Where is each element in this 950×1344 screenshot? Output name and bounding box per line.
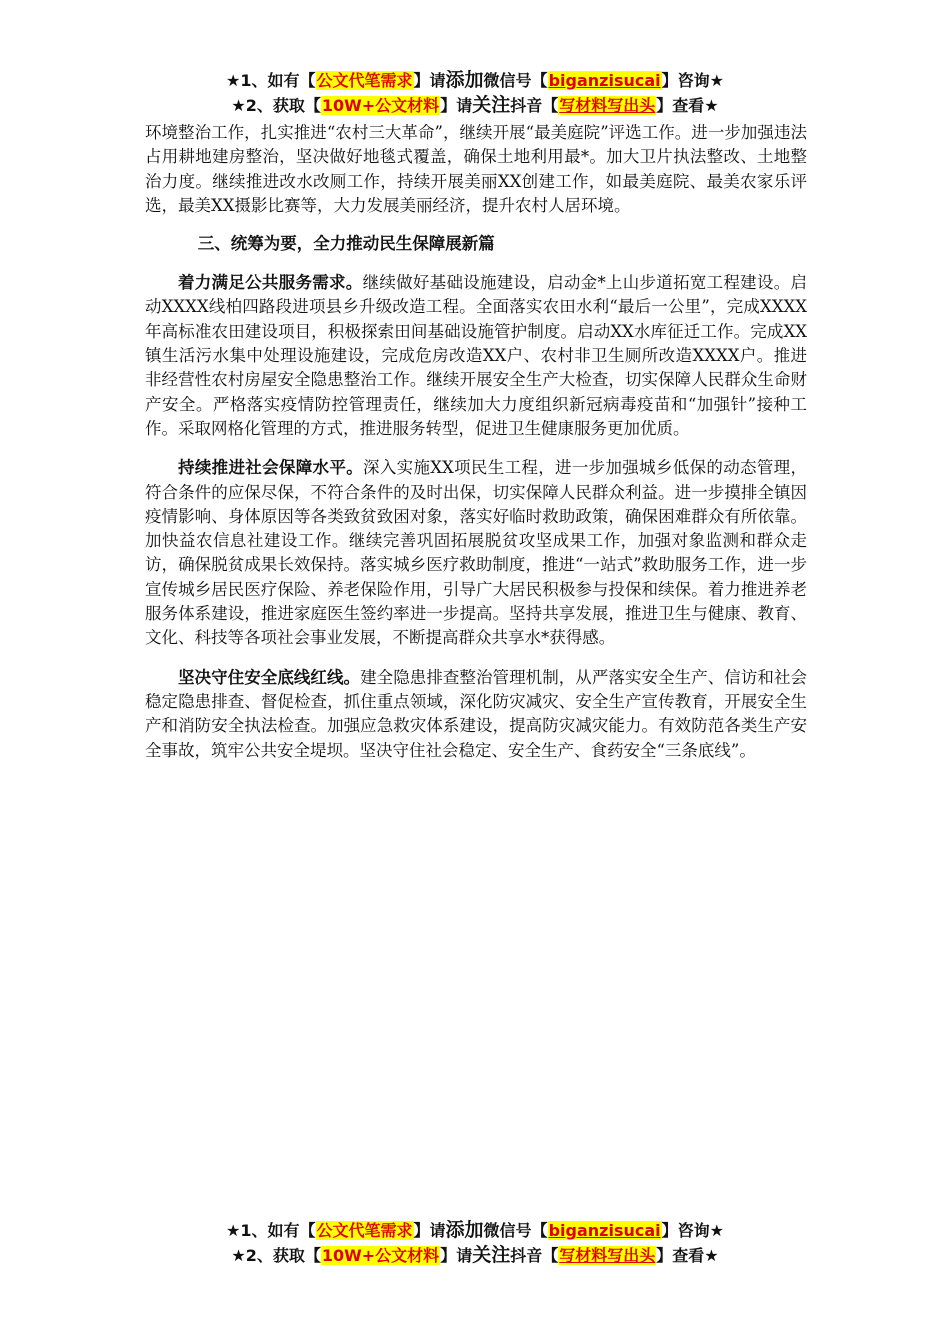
banner-text: 微信号【 — [483, 71, 548, 90]
paragraph-lead: 坚决守住安全底线红线。 — [178, 667, 361, 687]
banner-text: 】咨询★ — [661, 71, 724, 90]
section-heading-3: 三、统筹为要，全力推动民生保障展新篇 — [197, 234, 495, 254]
banner-line-2 — [0, 93, 950, 118]
paragraph-lead: 持续推进社会保障水平。 — [178, 458, 364, 478]
banner-text: ★1、如有【 — [226, 71, 316, 90]
douyin-account-link[interactable]: 写材料写出头 — [559, 1246, 656, 1265]
paragraph-safety — [145, 666, 807, 763]
wechat-id-link[interactable]: biganzisucai — [548, 1221, 661, 1240]
writing-service-highlight: 公文代笔需求 — [316, 71, 413, 90]
banner-text: 】查看★ — [656, 1246, 719, 1265]
header-banner — [0, 68, 950, 118]
banner-text: 抖音【 — [510, 96, 559, 115]
banner-text: 】请 — [413, 71, 446, 90]
banner-text: 抖音【 — [510, 1246, 559, 1265]
footer-banner — [0, 1218, 950, 1268]
paragraph-social-security — [145, 456, 807, 650]
writing-service-highlight: 公文代笔需求 — [316, 1221, 413, 1240]
banner-text: 】查看★ — [656, 96, 719, 115]
banner-text: 添加 — [445, 1219, 484, 1241]
materials-highlight: 10W+公文材料 — [321, 96, 440, 115]
banner-text: 关注 — [472, 94, 511, 116]
banner-text: 】咨询★ — [661, 1221, 724, 1240]
banner-text: ★1、如有【 — [226, 1221, 316, 1240]
banner-text: ★2、获取【 — [231, 96, 321, 115]
banner-line-2 — [0, 1243, 950, 1268]
banner-line-1 — [0, 68, 950, 93]
paragraph-text: 继续做好基础设施建设，启动金*上山步道拓宽工程建设。启动XXXX线柏四路段进项县乡升级改造工程。全面落实农田水利“最后一公里”，完成XXXX年高标准农田建设项目，积极探索田间基础设施管护制度。启动XX水库征迁工作。完成XX镇生活污水集中处理设施建设，完成危房改造XX户、农村非卫生厕所改造XXXX户。推进非经营性农村房屋安全隐患整治工作。继续开展安全生产大检查，切实保障人民群众生命财产安全。严格落实疫情防控管理责任，继续加大力度组织新冠病毒疫苗和“加强针”接种工作。采取网格化管理的方式，推进服务转型，促进卫生健康服务更加优质。 — [145, 273, 808, 438]
banner-text: 添加 — [445, 69, 484, 91]
banner-text: 】请 — [440, 96, 473, 115]
douyin-account-link[interactable]: 写材料写出头 — [559, 96, 656, 115]
paragraph-public-service — [145, 271, 807, 441]
paragraph-text: 建全隐患排查整治管理机制，从严落实安全生产、信访和社会稳定隐患排查、督促检查，抓住重点领域，深化防灾减灾、安全生产宣传教育，开展安全生产和消防安全执法检查。加强应急救灾体系建设，提高防灾减灾能力。有效防范各类生产安全事故，筑牢公共安全堤坝。坚决守住社会稳定、安全生产、食药安全“三条底线”。 — [145, 667, 808, 760]
banner-text: 关注 — [472, 1244, 511, 1266]
paragraph-lead: 着力满足公共服务需求。 — [178, 273, 363, 293]
wechat-id-link[interactable]: biganzisucai — [548, 71, 661, 90]
document-body — [145, 121, 807, 763]
paragraph-text: 深入实施XX项民生工程，进一步加强城乡低保的动态管理，符合条件的应保尽保，不符合条件的及时出保，切实保障人民群众利益。进一步摸排全镇因疫情影响、身体原因等各类致贫致困对象，落实好临时救助政策，确保困难群众有所依靠。加快益农信息社建设工作。继续完善巩固拓展脱贫攻坚成果工作，加强对象监测和群众走访，确保脱贫成果长效保持。落实城乡医疗救助制度，推进“一站式”救助服务工作，进一步宣传城乡居民医疗保险、养老保险作用，引导广大居民积极参与投保和续保。着力推进养老服务体系建设，推进家庭医生签约率进一步提高。坚持共享发展，推进卫生与健康、教育、文化、科技等各项社会事业发展，不断提高群众共享水*获得感。 — [145, 458, 807, 648]
banner-text: ★2、获取【 — [231, 1246, 321, 1265]
banner-line-1 — [0, 1218, 950, 1243]
banner-text: 】请 — [413, 1221, 446, 1240]
materials-highlight: 10W+公文材料 — [321, 1246, 440, 1265]
paragraph-environment: 环境整治工作，扎实推进“农村三大革命”，继续开展“最美庭院”评选工作。进一步加强违法占用耕地建房整治，坚决做好地毯式覆盖，确保土地利用最*。加大卫片执法整改、土地整治力度。继续推进改水改厕工作，持续开展美丽XX创建工作，如最美庭院、最美农家乐评选，最美XX摄影比赛等，大力发展美丽经济，提升农村人居环境。 — [145, 123, 807, 215]
banner-text: 】请 — [440, 1246, 473, 1265]
banner-text: 微信号【 — [483, 1221, 548, 1240]
